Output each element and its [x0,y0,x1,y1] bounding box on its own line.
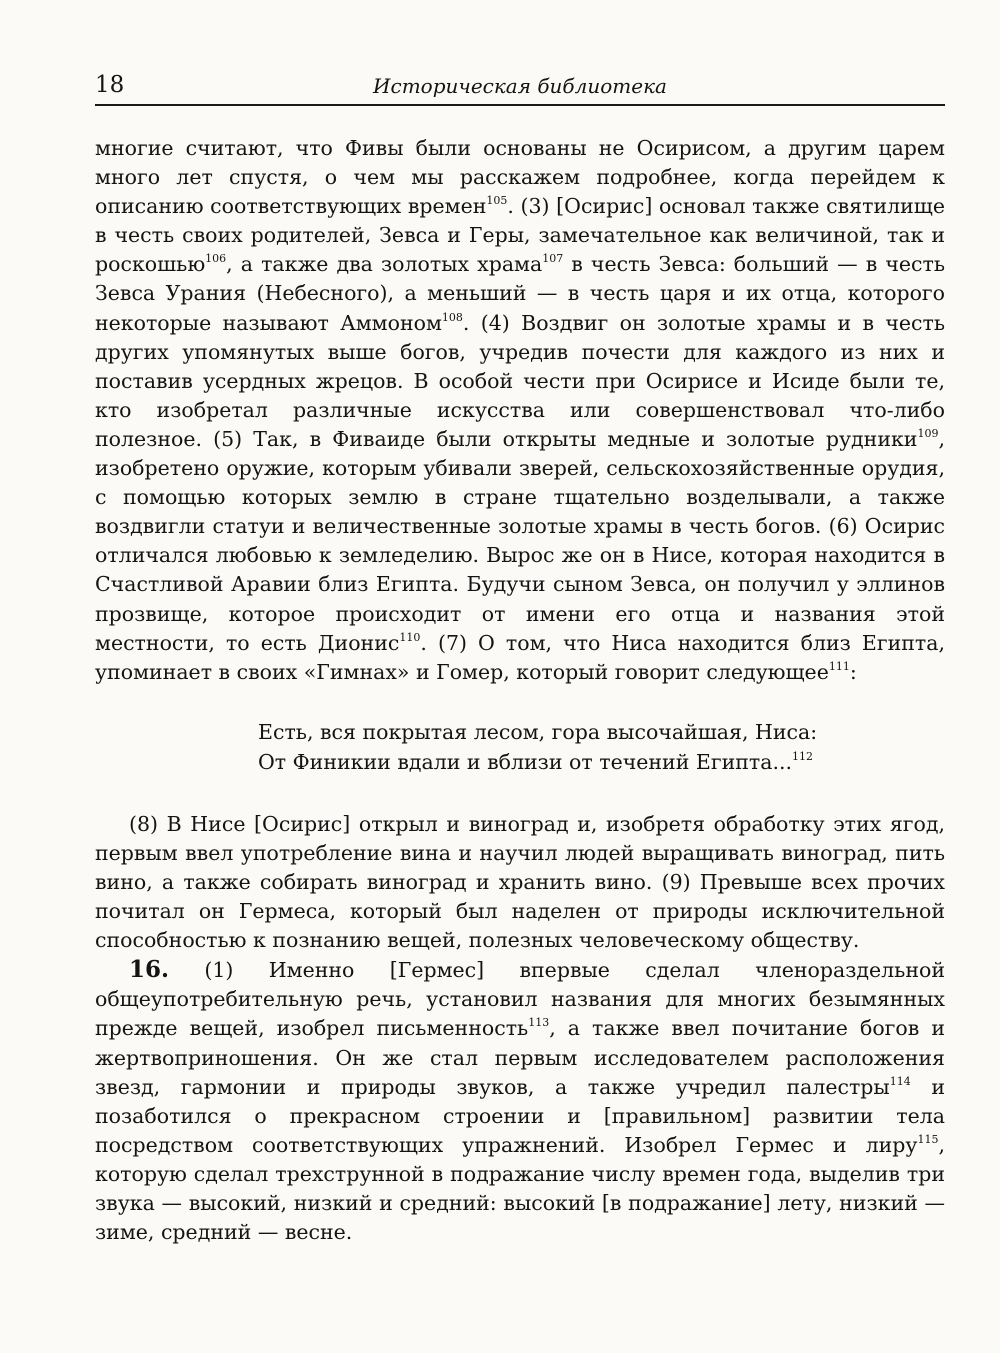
text-segment: От Финикии вдали и вблизи от течений Египта... [258,749,793,774]
poem-quote [258,717,945,777]
footnote-ref: 107 [542,252,564,266]
footnote-ref: 114 [889,1074,911,1088]
text-segment: . (4) Воздвиг он золотые храмы и в честь других упомянутых выше богов, учредив почести для каждого из них и поставив усердных жрецов. В особой чести при Осирисе и Исиде были те, кто изобретал различные искусства или совершенствовал что-либо полезное. (5) Так, в Фиваиде были открыты медные и золотые рудники [95,310,945,451]
body-text [95,134,945,1247]
poem-line [258,747,945,777]
text-segment: : [849,659,857,684]
footnote-ref: 115 [917,1132,939,1146]
section-number: 16. [129,956,170,984]
page-header [95,70,945,106]
footnote-ref: 111 [828,659,850,673]
text-segment: в честь Зевса: больший — в честь Зевса Урания (Небесного), а меньший — в честь царя и их отца, которого некоторые называют Аммоном [95,252,945,335]
footnote-ref: 110 [399,630,421,644]
text-segment: , а также два золотых храма [226,252,543,277]
footnote-ref: 105 [486,194,508,208]
text-segment: и позаботился о прекрасном строении и [правильном] развитии тела посредством соответствующих упражнений. Изобрел Гермес и лиру [95,1074,945,1157]
text-segment: . (3) [Осирис] основал также святилище в честь своих родителей, Зевса и Геры, замечательное как величиной, так и роскошью [95,194,945,277]
text-segment: , а также ввел почитание богов и жертвоприношения. Он же стал первым исследователем расположения звезд, гармонии и природы звуков, а также учредил палестры [95,1016,945,1099]
footnote-ref: 108 [441,310,463,324]
text-segment: , изобретено оружие, которым убивали зверей, сельскохозяйственные орудия, с помощью которых землю в стране тщательно возделывали, а также воздвигли статуи и величественные золотые храмы в честь богов. (6) Осирис отличался любовью к земледелию. Вырос же он в Нисе, которая находится в Счастливой Аравии близ Египта. Будучи сыном Зевса, он получил у эллинов прозвище, которое происходит от имени его отца и названия этой местности, то есть Дионис [95,426,945,655]
text-segment: многие считают, что Фивы были основаны не Осирисом, а другим царем много лет спустя, о чем мы расскажем подробнее, когда перейдем к описанию соответствующих времен [95,136,945,219]
poem-line: Есть, вся покрытая лесом, гора высочайшая, Ниса: [258,719,818,744]
running-title: Историческая библиотека [373,74,667,98]
footnote-ref: 113 [528,1016,550,1030]
footnote-ref: 109 [917,426,939,440]
paragraph [95,134,945,687]
paragraph: (8) В Нисе [Осирис] открыл и виноград и, изобретя обработку этих ягод, первым ввел употребление вина и научил людей выращивать виноград, пить вино, а также собирать виноград и хранить вино. (9) Превыше всех прочих почитал он Гермеса, который был наделен от природы исключительной способностью к познанию вещей, полезных человеческому обществу. [95,811,945,953]
paragraph [95,955,945,1247]
footnote-ref: 106 [205,252,227,266]
text-segment: (1) Именно [Гермес] впервые сделал членораздельной общеупотребительную речь, установил названия для многих безымянных прежде вещей, изобрел письменность [95,958,945,1041]
text-segment: . (7) О том, что Ниса находится близ Египта, упоминает в своих «Гимнах» и Гомер, который говорит следующее [95,630,945,684]
footnote-ref: 112 [792,749,814,763]
text-segment: , которую сделал трехструнной в подражание числу времен года, выделив три звука — высокий, низкий и средний: высокий [в подражание] лету, низкий — зиме, средний — весне. [95,1132,945,1245]
page-number: 18 [95,72,125,98]
